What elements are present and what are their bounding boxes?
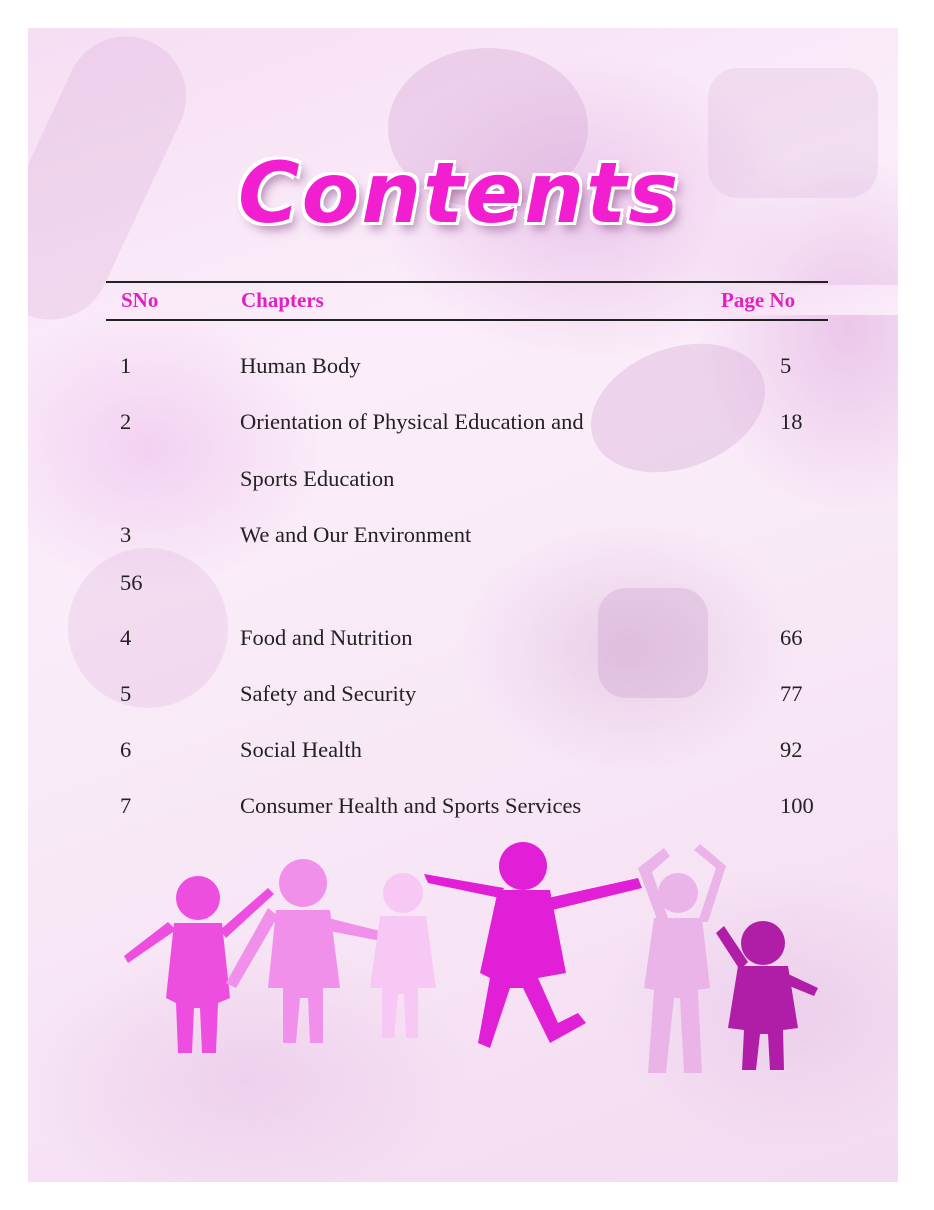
row-6-page: 92 bbox=[780, 737, 803, 762]
row-2-chapter-continued: Sports Education bbox=[240, 466, 395, 491]
row-3-page: 56 bbox=[120, 570, 143, 595]
contents-page bbox=[28, 28, 898, 1182]
row-1-chapter: Human Body bbox=[240, 353, 361, 378]
row-5-sno: 5 bbox=[120, 681, 132, 706]
header-page-no: Page No bbox=[721, 285, 898, 315]
background-decoration bbox=[68, 548, 228, 708]
background-decoration bbox=[573, 321, 783, 495]
child-silhouette-1 bbox=[124, 876, 274, 1053]
background-decoration bbox=[28, 28, 206, 339]
header-chapters: Chapters bbox=[241, 288, 324, 312]
row-6-sno: 6 bbox=[120, 737, 132, 762]
row-1-sno: 1 bbox=[120, 353, 132, 378]
row-5-page: 77 bbox=[780, 681, 803, 706]
child-silhouette-6 bbox=[716, 921, 818, 1070]
row-6-chapter: Social Health bbox=[240, 737, 362, 762]
row-2-chapter: Orientation of Physical Education and bbox=[240, 409, 584, 434]
child-silhouette-5 bbox=[638, 844, 726, 1073]
header-sno: SNo bbox=[121, 288, 159, 312]
row-7-chapter: Consumer Health and Sports Services bbox=[240, 793, 582, 818]
row-4-sno: 4 bbox=[120, 625, 132, 650]
row-7-page: 100 bbox=[780, 793, 814, 818]
child-silhouette-3 bbox=[370, 873, 436, 1038]
child-silhouette-4 bbox=[424, 842, 642, 1048]
row-2-sno: 2 bbox=[120, 409, 132, 434]
row-4-page: 66 bbox=[780, 625, 803, 650]
row-5-chapter: Safety and Security bbox=[240, 681, 417, 706]
row-7-sno: 7 bbox=[120, 793, 132, 818]
background-decoration bbox=[598, 588, 708, 698]
row-4-chapter: Food and Nutrition bbox=[240, 625, 413, 650]
child-silhouette-2 bbox=[226, 859, 388, 1043]
background-decoration bbox=[708, 68, 878, 198]
table-header-rule bbox=[106, 319, 828, 321]
row-1-page: 5 bbox=[780, 353, 792, 378]
children-silhouettes-illustration bbox=[118, 838, 818, 1098]
row-2-page: 18 bbox=[780, 409, 803, 434]
row-3-chapter: We and Our Environment bbox=[240, 522, 472, 547]
table-top-rule bbox=[106, 281, 828, 283]
row-3-sno: 3 bbox=[120, 522, 132, 547]
page-title: Contents bbox=[238, 144, 681, 242]
